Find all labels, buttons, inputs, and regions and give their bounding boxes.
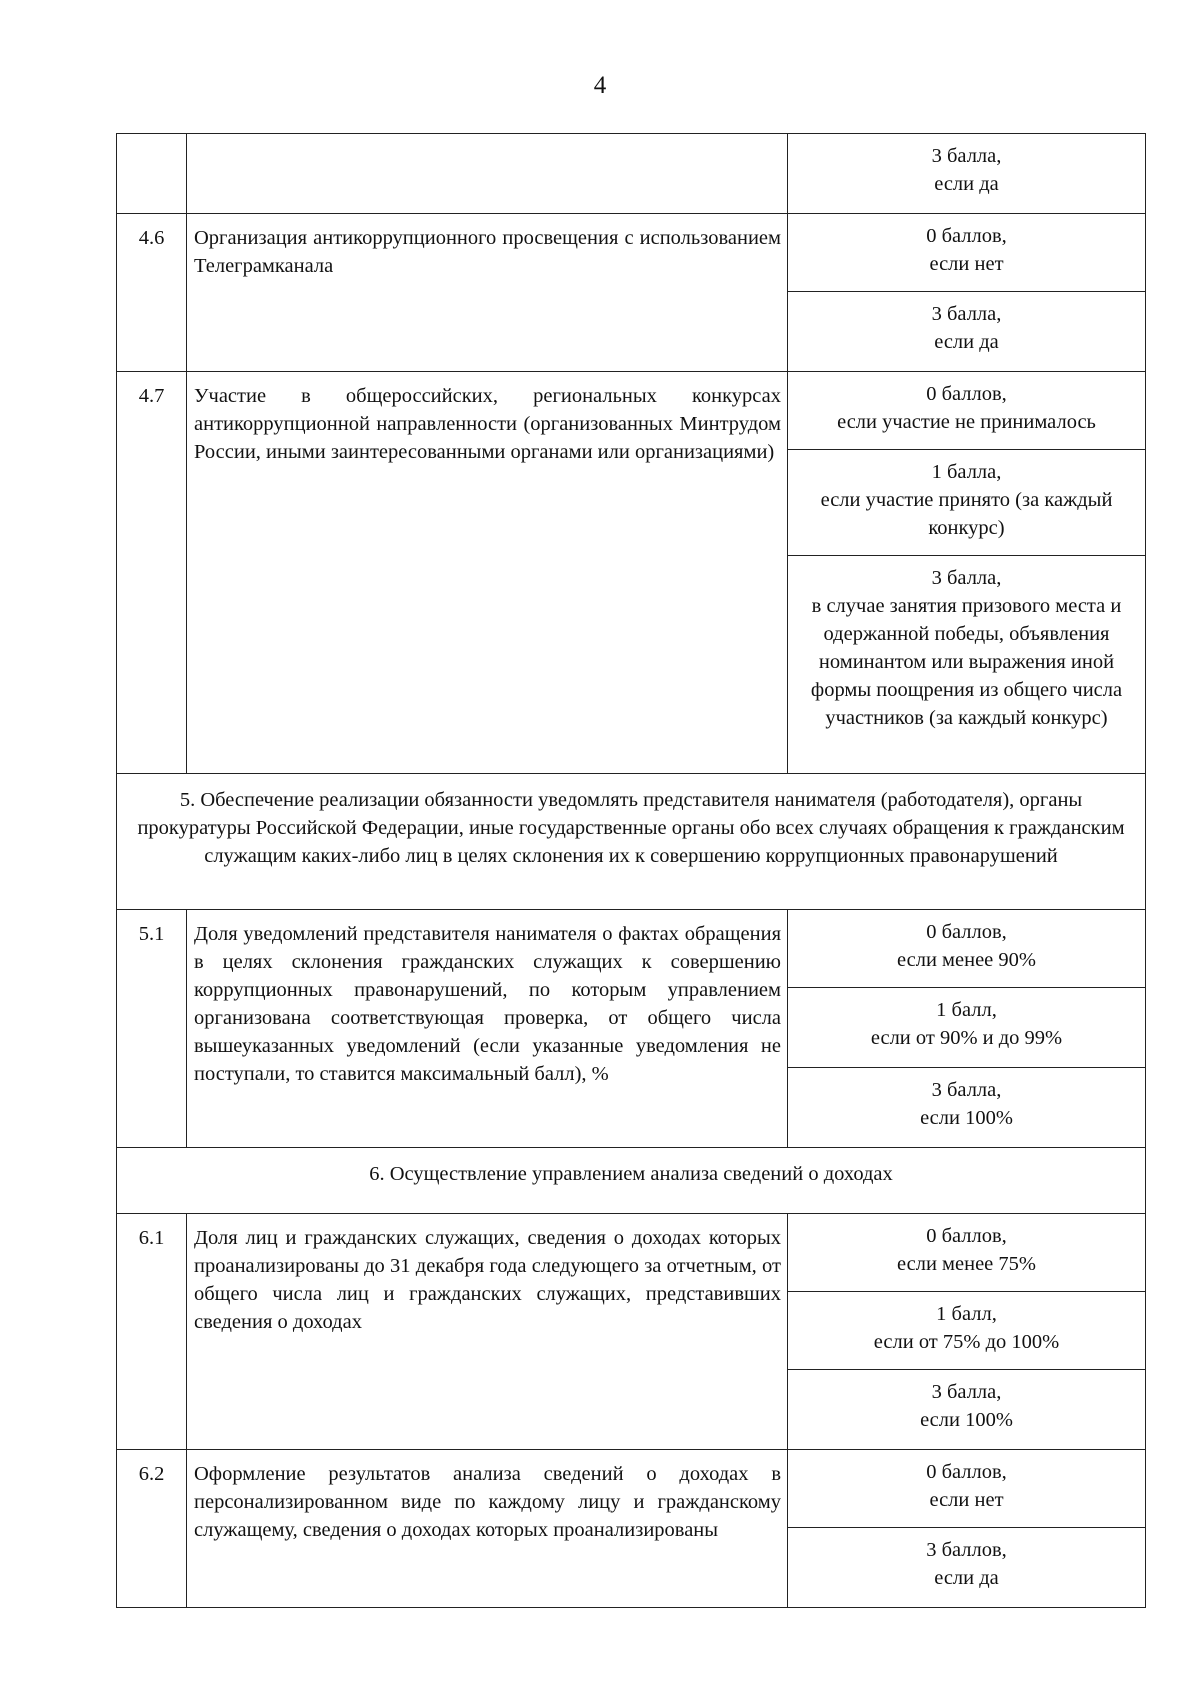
row-number: 4.6 <box>117 214 187 372</box>
score-cell <box>788 450 1146 556</box>
score-cell <box>788 1068 1146 1148</box>
row-number: 5.1 <box>117 910 187 1148</box>
row-number <box>117 134 187 214</box>
score-condition: если да <box>934 331 999 353</box>
score-cell <box>788 1292 1146 1370</box>
score-value: 3 баллов, <box>926 1539 1007 1561</box>
table-row <box>117 214 1146 292</box>
score-condition: если менее 90% <box>897 949 1036 971</box>
score-condition: если да <box>934 173 999 195</box>
score-condition: если от 75% до 100% <box>873 1331 1060 1353</box>
score-value: 1 балла, <box>931 461 1002 483</box>
table-row <box>117 1450 1146 1528</box>
score-value: 0 баллов, <box>926 225 1007 247</box>
score-cell <box>788 1528 1146 1608</box>
row-number: 6.2 <box>117 1450 187 1608</box>
criterion-text: Доля уведомлений представителя нанимателя о фактах обращения в целях склонения гражданских служащих к совершению коррупционных правонарушений, по которым управлением организована соответствующая проверка, от общего числа вышеуказанных уведомлений (если указанные уведомления не поступали, то ставится максимальный балл), % <box>187 910 788 1148</box>
score-cell <box>788 214 1146 292</box>
score-condition: если менее 75% <box>897 1253 1036 1275</box>
section-row <box>117 1148 1146 1214</box>
score-value: 3 балла, <box>931 567 1002 589</box>
criterion-text: Оформление результатов анализа сведений о доходах в персонализированном виде по каждому лицу и гражданскому служащему, сведения о доходах которых проанализированы <box>187 1450 788 1608</box>
score-cell <box>788 1450 1146 1528</box>
score-value: 0 баллов, <box>926 1461 1007 1483</box>
score-value: 3 балла, <box>931 145 1002 167</box>
score-cell <box>788 292 1146 372</box>
score-value: 3 балла, <box>931 1079 1002 1101</box>
score-cell <box>788 988 1146 1068</box>
score-condition: если 100% <box>920 1107 1013 1129</box>
score-cell <box>788 556 1146 774</box>
table-row <box>117 134 1146 214</box>
criterion-text: Организация антикоррупционного просвещения с использованием Телеграмканала <box>187 214 788 372</box>
score-value: 3 балла, <box>931 303 1002 325</box>
score-condition: в случае занятия призового места и одержанной победы, объявления номинантом или выражения иной формы поощрения из общего числа участников (за каждый конкурс) <box>810 595 1123 729</box>
page-number: 4 <box>593 72 607 99</box>
score-cell <box>788 910 1146 988</box>
criterion-text <box>187 134 788 214</box>
table-row <box>117 910 1146 988</box>
score-value: 0 баллов, <box>926 921 1007 943</box>
score-value: 0 баллов, <box>926 383 1007 405</box>
table-row <box>117 372 1146 450</box>
score-condition: если нет <box>929 1489 1004 1511</box>
score-condition: если 100% <box>920 1409 1013 1431</box>
score-value: 1 балл, <box>936 1303 997 1325</box>
score-cell <box>788 372 1146 450</box>
score-condition: если от 90% и до 99% <box>870 1027 1063 1049</box>
criterion-text: Доля лиц и гражданских служащих, сведения о доходах которых проанализированы до 31 декабря года следующего за отчетным, от общего числа лиц и гражданских служащих, представивших сведения о доходах <box>187 1214 788 1450</box>
criterion-text: Участие в общероссийских, региональных конкурсах антикоррупционной направленности (организованных Минтрудом России, иными заинтересованными органами или организациями) <box>187 372 788 774</box>
row-number: 4.7 <box>117 372 187 774</box>
score-value: 3 балла, <box>931 1381 1002 1403</box>
score-condition: если участие принято (за каждый конкурс) <box>820 489 1113 539</box>
score-condition: если нет <box>929 253 1004 275</box>
score-cell <box>788 1214 1146 1292</box>
score-condition: если участие не принималось <box>837 411 1096 433</box>
score-condition: если да <box>934 1567 999 1589</box>
section-title: 6. Осуществление управлением анализа сведений о доходах <box>117 1148 1146 1214</box>
score-value: 0 баллов, <box>926 1225 1007 1247</box>
table-row <box>117 1214 1146 1292</box>
score-value: 1 балл, <box>936 999 997 1021</box>
criteria-table <box>116 133 1146 1608</box>
row-number: 6.1 <box>117 1214 187 1450</box>
score-cell <box>788 134 1146 214</box>
section-title: 5. Обеспечение реализации обязанности уведомлять представителя нанимателя (работодателя), органы прокуратуры Российской Федерации, иные государственные органы обо всех случаях обращения к гражданским служащим каких-либо лиц в целях склонения их к совершению коррупционных правонарушений <box>117 774 1146 910</box>
section-row <box>117 774 1146 910</box>
score-cell <box>788 1370 1146 1450</box>
